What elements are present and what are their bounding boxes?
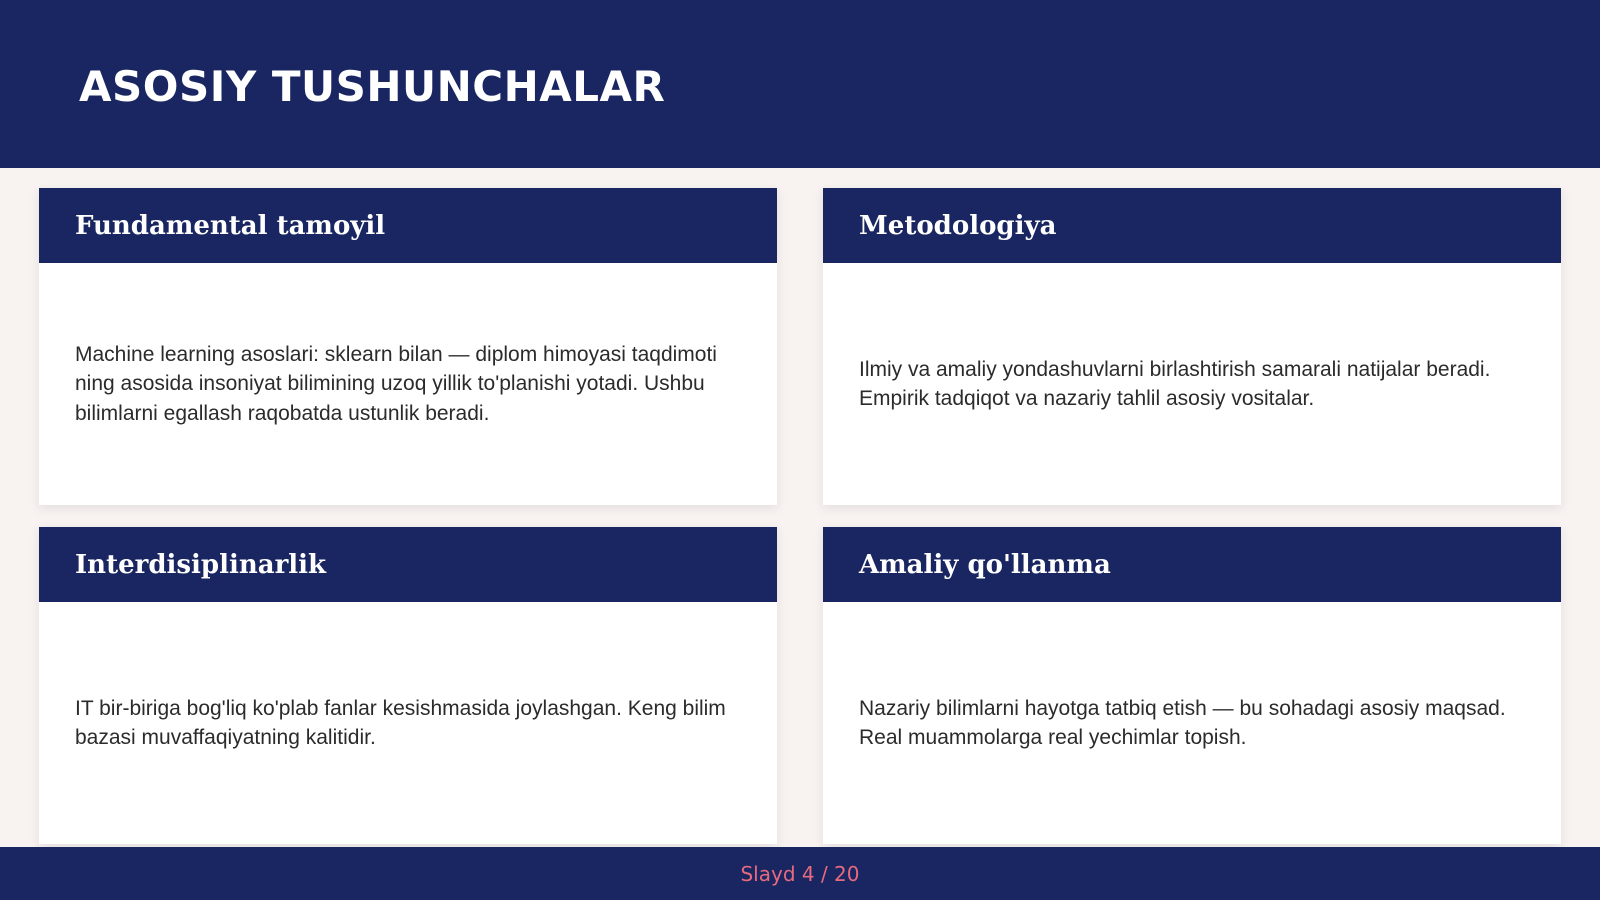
card-body — [823, 602, 1561, 844]
card-header — [39, 527, 777, 602]
card-title: Interdisiplinarlik — [75, 550, 327, 580]
card-title: Amaliy qo'llanma — [859, 550, 1111, 580]
slide-footer — [0, 847, 1600, 900]
card-body — [39, 602, 777, 844]
concept-card-practical — [823, 527, 1561, 844]
card-body — [823, 263, 1561, 505]
concept-card-methodology — [823, 188, 1561, 505]
card-text: Ilmiy va amaliy yondashuvlarni birlashtirish samarali natijalar beradi. Empirik tadqiqot va nazariy tahlil asosiy vositalar. — [859, 357, 1491, 410]
card-header — [823, 527, 1561, 602]
slide-header — [0, 0, 1600, 168]
concept-card-interdisciplinarity — [39, 527, 777, 844]
card-text: Machine learning asoslari: sklearn bilan — diplom himoyasi taqdimoti ning asosida insoniyat bilimining uzoq yillik to'planishi yotadi. Ushbu bilimlarni egallash raqobatda ustunlik beradi. — [75, 342, 717, 425]
slide-title: ASOSIY TUSHUNCHALAR — [79, 62, 666, 111]
card-text: Nazariy bilimlarni hayotga tatbiq etish — bu sohadagi asosiy maqsad. Real muammolarga real yechimlar topish. — [859, 696, 1506, 749]
card-title: Metodologiya — [859, 211, 1057, 241]
card-text: IT bir-biriga bog'liq ko'plab fanlar kesishmasida joylashgan. Keng bilim bazasi muvaffaqiyatning kalitidir. — [75, 696, 726, 749]
card-header — [823, 188, 1561, 263]
card-title: Fundamental tamoyil — [75, 211, 386, 241]
slide-counter: Slayd 4 / 20 — [740, 861, 860, 886]
concept-card-fundamental — [39, 188, 777, 505]
card-header — [39, 188, 777, 263]
card-body — [39, 263, 777, 505]
